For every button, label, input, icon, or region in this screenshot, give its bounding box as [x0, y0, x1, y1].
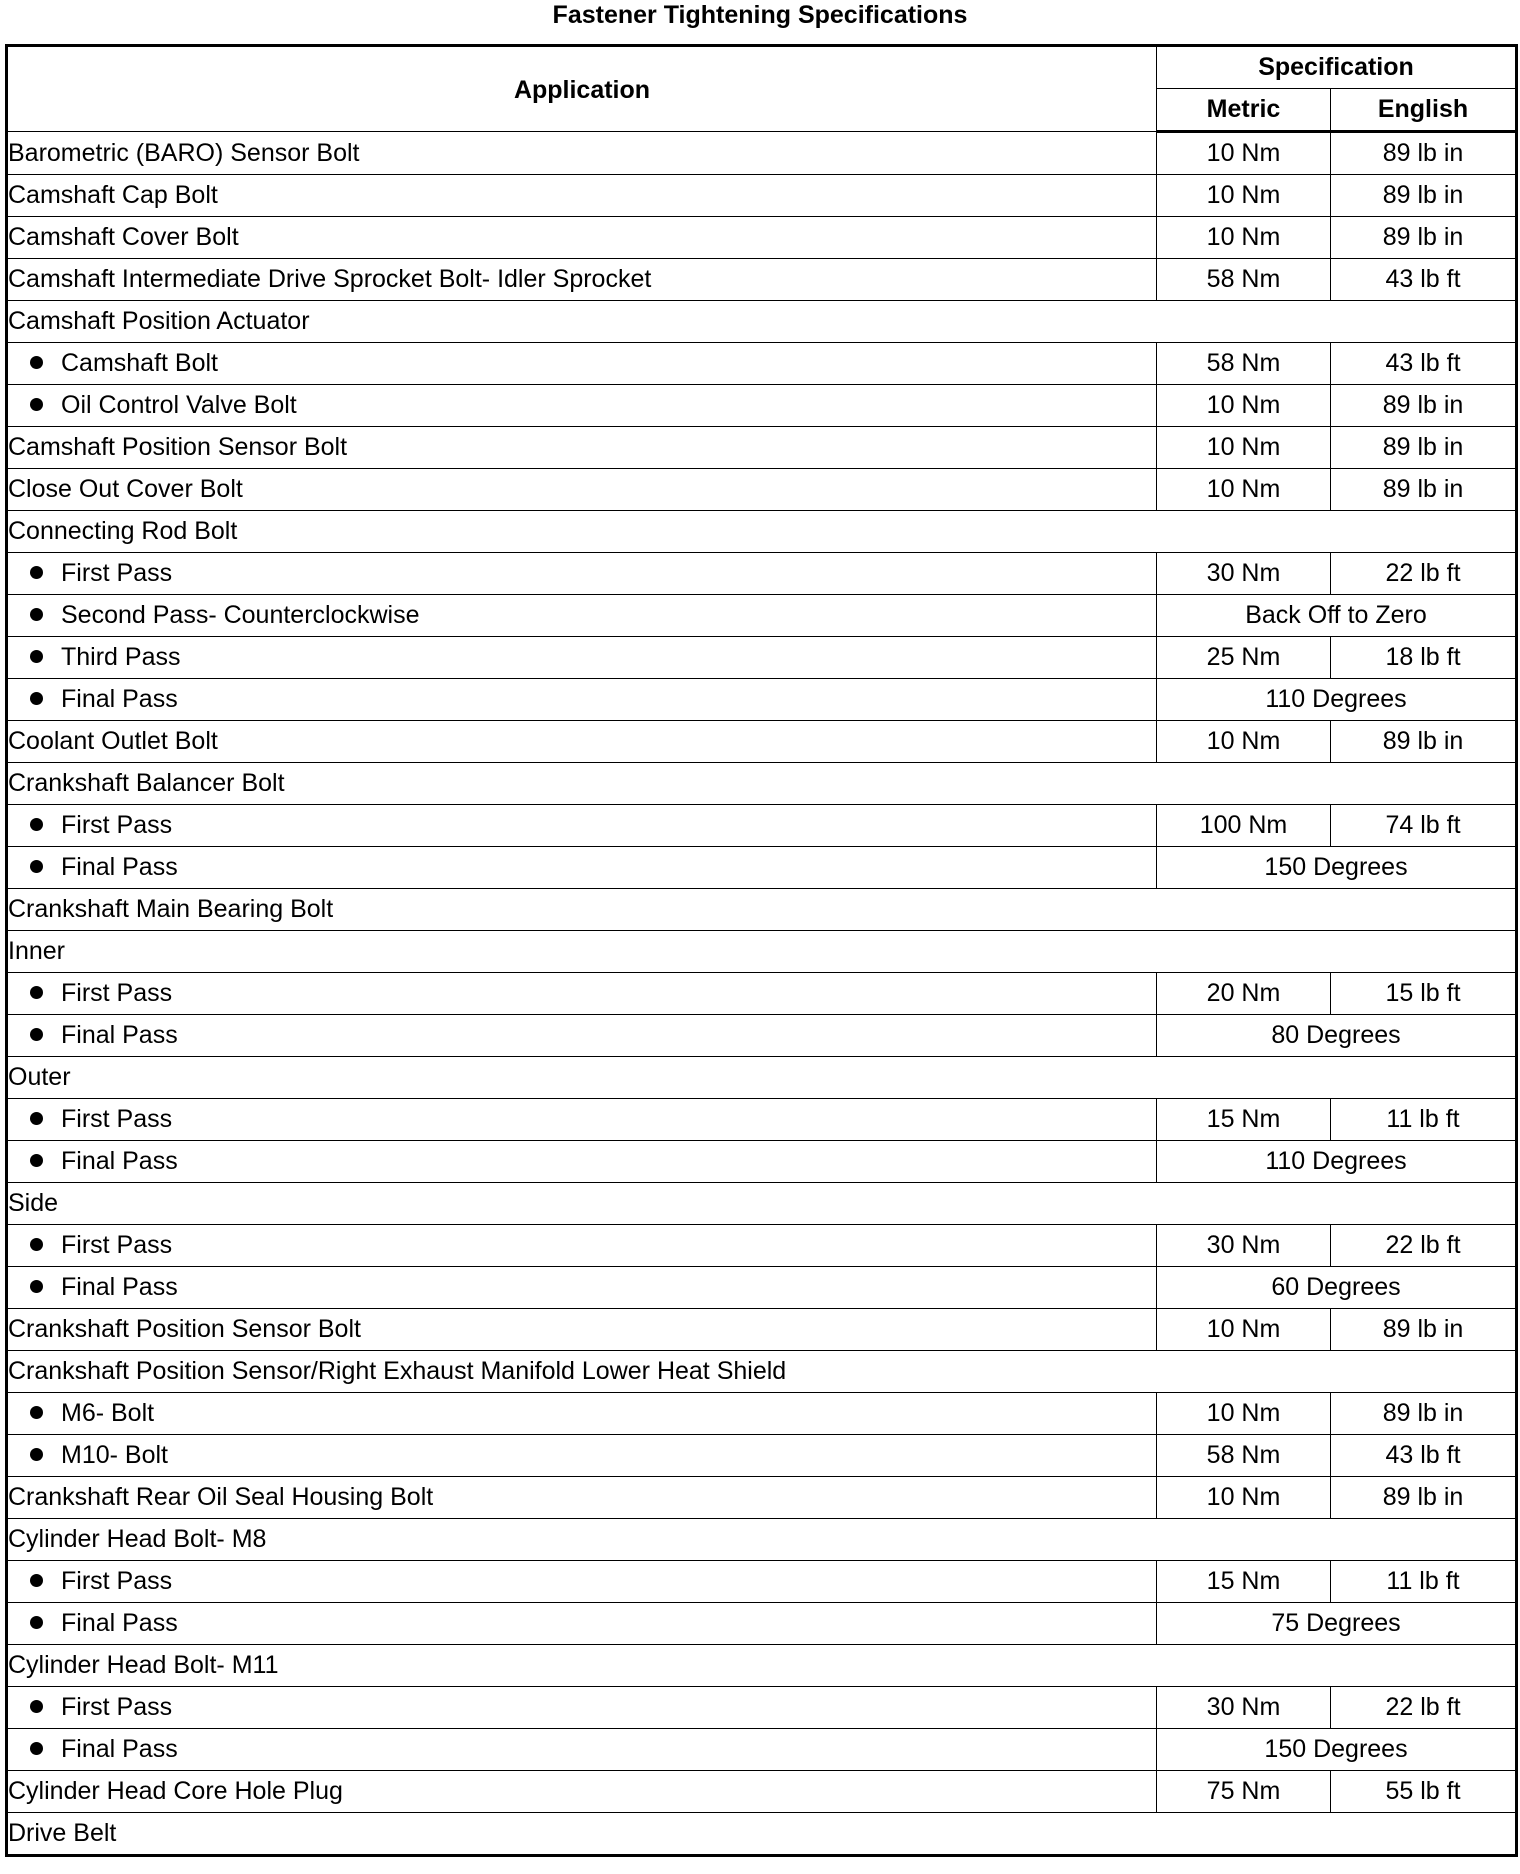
metric-cell: 25 Nm	[1157, 637, 1331, 679]
application-cell	[7, 1309, 1157, 1351]
table-row	[7, 1435, 1517, 1477]
table-row	[7, 721, 1517, 763]
metric-cell: 58 Nm	[1157, 259, 1331, 301]
table-row	[7, 1561, 1517, 1603]
application-label: First Pass	[61, 1231, 173, 1259]
table-row	[7, 847, 1517, 889]
english-cell: 89 lb in	[1331, 427, 1517, 469]
english-cell: 89 lb in	[1331, 721, 1517, 763]
table-row	[7, 805, 1517, 847]
table-row	[7, 1519, 1517, 1561]
header-application: Application	[7, 46, 1157, 132]
bullet-icon	[30, 650, 43, 663]
application-cell	[7, 679, 1157, 721]
application-cell	[7, 132, 1157, 175]
application-label: Inner	[8, 937, 65, 965]
metric-cell: 100 Nm	[1157, 805, 1331, 847]
spec-merged-cell: 110 Degrees	[1157, 679, 1517, 721]
application-cell	[7, 469, 1157, 511]
metric-cell: 58 Nm	[1157, 343, 1331, 385]
application-label: Camshaft Bolt	[61, 349, 219, 377]
application-label: Final Pass	[61, 1273, 178, 1301]
application-cell	[7, 931, 1517, 973]
bullet-icon	[30, 1700, 43, 1713]
metric-cell: 15 Nm	[1157, 1561, 1331, 1603]
application-label: Side	[8, 1189, 59, 1217]
table-row	[7, 1645, 1517, 1687]
application-cell	[7, 637, 1157, 679]
application-cell	[7, 973, 1157, 1015]
table-row	[7, 217, 1517, 259]
metric-cell: 30 Nm	[1157, 1225, 1331, 1267]
application-cell	[7, 889, 1517, 931]
application-cell	[7, 1813, 1517, 1856]
english-cell: 15 lb ft	[1331, 973, 1517, 1015]
application-cell	[7, 385, 1157, 427]
bullet-icon	[30, 1574, 43, 1587]
application-label: Final Pass	[61, 1021, 178, 1049]
application-cell	[7, 1351, 1517, 1393]
metric-cell: 30 Nm	[1157, 553, 1331, 595]
table-row	[7, 1183, 1517, 1225]
application-cell	[7, 1687, 1157, 1729]
application-cell	[7, 1225, 1157, 1267]
application-cell	[7, 847, 1157, 889]
table-row	[7, 1015, 1517, 1057]
application-cell	[7, 721, 1157, 763]
page-title: Fastener Tightening Specifications	[552, 1, 968, 29]
bullet-icon	[30, 692, 43, 705]
table-row	[7, 1477, 1517, 1519]
table-row	[7, 1099, 1517, 1141]
table-row	[7, 1351, 1517, 1393]
table-row	[7, 553, 1517, 595]
table-row	[7, 511, 1517, 553]
application-label: Crankshaft Position Sensor/Right Exhaust Manifold Lower Heat Shield	[8, 1357, 787, 1385]
application-label: Camshaft Cap Bolt	[8, 181, 218, 209]
table-row	[7, 427, 1517, 469]
application-cell	[7, 763, 1517, 805]
table-row	[7, 469, 1517, 511]
metric-cell: 10 Nm	[1157, 1393, 1331, 1435]
application-cell	[7, 175, 1157, 217]
bullet-icon	[30, 1616, 43, 1629]
table-row	[7, 595, 1517, 637]
english-cell: 89 lb in	[1331, 469, 1517, 511]
table-row	[7, 385, 1517, 427]
metric-cell: 10 Nm	[1157, 427, 1331, 469]
english-cell: 89 lb in	[1331, 217, 1517, 259]
bullet-icon	[30, 1028, 43, 1041]
bullet-icon	[30, 1238, 43, 1251]
application-cell	[7, 1603, 1157, 1645]
metric-cell: 10 Nm	[1157, 175, 1331, 217]
table-row	[7, 1267, 1517, 1309]
application-label: Cylinder Head Core Hole Plug	[8, 1777, 343, 1805]
metric-cell: 10 Nm	[1157, 132, 1331, 175]
application-label: Coolant Outlet Bolt	[8, 727, 218, 755]
application-cell	[7, 1015, 1157, 1057]
application-label: First Pass	[61, 559, 173, 587]
bullet-icon	[30, 608, 43, 621]
application-cell	[7, 805, 1157, 847]
table-row	[7, 1729, 1517, 1771]
application-label: Close Out Cover Bolt	[8, 475, 243, 503]
bullet-icon	[30, 398, 43, 411]
english-cell: 43 lb ft	[1331, 1435, 1517, 1477]
application-cell	[7, 1141, 1157, 1183]
metric-cell: 30 Nm	[1157, 1687, 1331, 1729]
application-cell	[7, 1729, 1157, 1771]
application-label: Camshaft Position Sensor Bolt	[8, 433, 348, 461]
application-label: Cylinder Head Bolt- M8	[8, 1525, 267, 1553]
english-cell: 89 lb in	[1331, 175, 1517, 217]
fastener-spec-table	[5, 44, 1518, 1857]
bullet-icon	[30, 1280, 43, 1293]
english-cell: 11 lb ft	[1331, 1099, 1517, 1141]
application-cell	[7, 1561, 1157, 1603]
english-cell: 43 lb ft	[1331, 343, 1517, 385]
english-cell: 89 lb in	[1331, 1477, 1517, 1519]
table-row	[7, 1057, 1517, 1099]
spec-merged-cell: 80 Degrees	[1157, 1015, 1517, 1057]
application-cell	[7, 553, 1157, 595]
header-specification: Specification	[1157, 46, 1517, 89]
application-cell	[7, 1477, 1157, 1519]
application-label: First Pass	[61, 979, 173, 1007]
bullet-icon	[30, 860, 43, 873]
application-label: Crankshaft Position Sensor Bolt	[8, 1315, 361, 1343]
table-row	[7, 175, 1517, 217]
application-label: First Pass	[61, 1567, 173, 1595]
application-label: First Pass	[61, 811, 173, 839]
table-row	[7, 132, 1517, 175]
application-label: Outer	[8, 1063, 71, 1091]
metric-cell: 10 Nm	[1157, 1477, 1331, 1519]
application-label: Camshaft Intermediate Drive Sprocket Bolt- Idler Sprocket	[8, 265, 652, 293]
spec-merged-cell: 150 Degrees	[1157, 1729, 1517, 1771]
application-cell	[7, 259, 1157, 301]
table-row	[7, 301, 1517, 343]
english-cell: 22 lb ft	[1331, 1687, 1517, 1729]
application-label: Final Pass	[61, 853, 178, 881]
table-row	[7, 973, 1517, 1015]
application-label: First Pass	[61, 1693, 173, 1721]
english-cell: 89 lb in	[1331, 385, 1517, 427]
table-row	[7, 763, 1517, 805]
english-cell: 43 lb ft	[1331, 259, 1517, 301]
spec-merged-cell: 110 Degrees	[1157, 1141, 1517, 1183]
table-row	[7, 637, 1517, 679]
spec-merged-cell: 60 Degrees	[1157, 1267, 1517, 1309]
application-label: Barometric (BARO) Sensor Bolt	[8, 138, 360, 167]
application-cell	[7, 343, 1157, 385]
application-label: Drive Belt	[8, 1819, 117, 1847]
application-label: Camshaft Position Actuator	[8, 307, 310, 335]
english-cell: 55 lb ft	[1331, 1771, 1517, 1813]
metric-cell: 10 Nm	[1157, 1309, 1331, 1351]
bullet-icon	[30, 1448, 43, 1461]
table-row	[7, 1309, 1517, 1351]
application-label: Final Pass	[61, 1735, 178, 1763]
bullet-icon	[30, 1742, 43, 1755]
application-label: Crankshaft Main Bearing Bolt	[8, 895, 334, 923]
table-row	[7, 259, 1517, 301]
application-cell	[7, 1435, 1157, 1477]
table-row	[7, 1225, 1517, 1267]
application-cell	[7, 1099, 1157, 1141]
bullet-icon	[30, 356, 43, 369]
application-cell	[7, 511, 1517, 553]
bullet-icon	[30, 1154, 43, 1167]
table-row	[7, 931, 1517, 973]
english-cell: 74 lb ft	[1331, 805, 1517, 847]
metric-cell: 10 Nm	[1157, 217, 1331, 259]
application-label: First Pass	[61, 1105, 173, 1133]
application-label: Final Pass	[61, 685, 178, 713]
metric-cell: 75 Nm	[1157, 1771, 1331, 1813]
application-cell	[7, 1267, 1157, 1309]
application-label: M6- Bolt	[61, 1399, 155, 1427]
table-row	[7, 1393, 1517, 1435]
application-cell	[7, 301, 1517, 343]
table-row	[7, 1603, 1517, 1645]
spec-merged-cell: 150 Degrees	[1157, 847, 1517, 889]
application-label: Second Pass- Counterclockwise	[61, 601, 420, 629]
english-cell: 18 lb ft	[1331, 637, 1517, 679]
application-label: Third Pass	[61, 643, 181, 671]
spec-merged-cell: Back Off to Zero	[1157, 595, 1517, 637]
table-row	[7, 889, 1517, 931]
bullet-icon	[30, 566, 43, 579]
application-label: Crankshaft Balancer Bolt	[8, 769, 285, 797]
bullet-icon	[30, 818, 43, 831]
table-row	[7, 1687, 1517, 1729]
application-label: Camshaft Cover Bolt	[8, 223, 239, 251]
english-cell: 89 lb in	[1331, 1393, 1517, 1435]
metric-cell: 58 Nm	[1157, 1435, 1331, 1477]
spec-merged-cell: 75 Degrees	[1157, 1603, 1517, 1645]
metric-cell: 10 Nm	[1157, 385, 1331, 427]
application-cell	[7, 427, 1157, 469]
application-cell	[7, 217, 1157, 259]
header-metric: Metric	[1157, 89, 1331, 132]
english-cell: 89 lb in	[1331, 132, 1517, 175]
application-cell	[7, 1645, 1517, 1687]
metric-cell: 20 Nm	[1157, 973, 1331, 1015]
application-cell	[7, 1057, 1517, 1099]
application-label: M10- Bolt	[61, 1441, 168, 1469]
table-row	[7, 1141, 1517, 1183]
application-label: Final Pass	[61, 1609, 178, 1637]
metric-cell: 10 Nm	[1157, 469, 1331, 511]
application-label: Cylinder Head Bolt- M11	[8, 1651, 279, 1679]
header-english: English	[1331, 89, 1517, 132]
application-cell	[7, 1771, 1157, 1813]
english-cell: 22 lb ft	[1331, 553, 1517, 595]
header-row-top	[7, 46, 1517, 89]
application-cell	[7, 1519, 1517, 1561]
table-row	[7, 1771, 1517, 1813]
application-cell	[7, 595, 1157, 637]
table-row	[7, 343, 1517, 385]
application-cell	[7, 1183, 1517, 1225]
application-label: Connecting Rod Bolt	[8, 517, 238, 545]
english-cell: 89 lb in	[1331, 1309, 1517, 1351]
bullet-icon	[30, 1406, 43, 1419]
application-label: Crankshaft Rear Oil Seal Housing Bolt	[8, 1483, 434, 1511]
bullet-icon	[30, 1112, 43, 1125]
table-row	[7, 679, 1517, 721]
english-cell: 11 lb ft	[1331, 1561, 1517, 1603]
application-label: Final Pass	[61, 1147, 178, 1175]
metric-cell: 15 Nm	[1157, 1099, 1331, 1141]
application-cell	[7, 1393, 1157, 1435]
table-row	[7, 1813, 1517, 1856]
english-cell: 22 lb ft	[1331, 1225, 1517, 1267]
table-body	[7, 132, 1517, 1856]
metric-cell: 10 Nm	[1157, 721, 1331, 763]
application-label: Oil Control Valve Bolt	[61, 391, 297, 419]
bullet-icon	[30, 986, 43, 999]
